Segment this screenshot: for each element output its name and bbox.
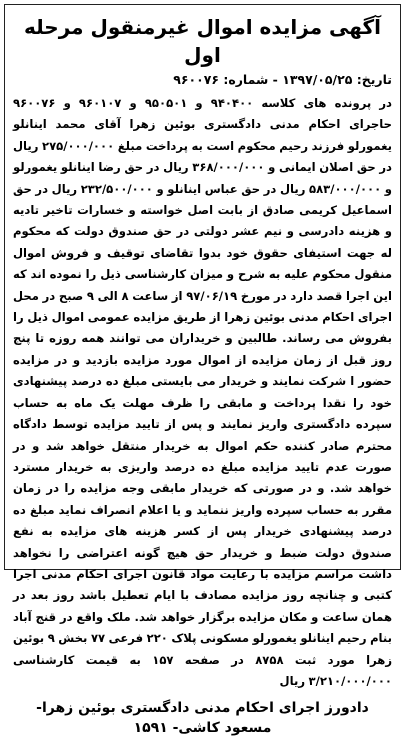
auction-notice [4, 4, 401, 737]
notice-date-number: تاریخ: ۱۳۹۷/۰۵/۲۵ - شماره: ۹۶۰۰۷۶ [173, 72, 392, 87]
notice-title: آگهی مزایده اموال غیرمنقول مرحله اول [24, 15, 381, 67]
notice-body: در پرونده های کلاسه ۹۴۰۴۰۰ و ۹۵۰۵۰۱ و ۹۶۰۱۰۷ و ۹۶۰۰۷۶ حاجرای احکام مدنی دادگستری بوئین زهرا آقای محمد اینانلو یغمورلو فرزند رحیم محکوم است به پرداخت مبلغ ۲۷۵/۰۰۰/۰۰۰ ریال در حق اصلان ایمانی و ۳۶۸/۰۰۰/۰۰۰ ریال در حق رضا اینانلو یغمورلو و ۵۸۳/۰۰۰/۰۰۰ ریال در حق عباس اینانلو و ۲۳۲/۵۰۰/۰۰۰ ریال در حق اسماعیل کریمی صادق از بابت اصل خواسته و خسارات تاخیر تادیه و هزینه دادرسی و نیم عشر دولتی در حق صندوق دولت که محکوم له جهت استیفای حقوق خود بدوا تقاضای توقیف و فروش اموال منقول محکوم علیه به شرح و میزان کارشناسی ذیل را نموده اند که این اجرا قصد دارد در مورخ ۹۷/۰۶/۱۹ از ساعت ۸ الی ۹ صبح در محل اجرای احکام مدنی بوئین زهرا از طریق مزایده عمومی اموال ذیل را بفروش می رساند. طالبین و خریداران می توانند همه روزه تا پنج روز قبل از زمان مزایده از اموال مورد مزایده بازدید و در مزایده حضور ا شرکت نمایند و خریدار می بایستی مبلغ ده درصد پیشنهادی خود را نقدا پرداخت و مابقی را ظرف مهلت یک ماه به حساب سپرده دادگستری واریز نمایند و پس از تایید مزایده توسط دادگاه محترم صادر کننده حکم اموال به خریدار منتقل خواهد شد و در صورت عدم تایید مزایده مبلغ ده درصد واریزی به خریدار مسترد خواهد شد. و در صورتی که خریدار مابقی وجه مزایده را در زمان مقرر به حساب سپرده واریز ننماید و یا اعلام انصراف نماید مبلغ ده درصد پیشنهادی خریدار پس از کسر هزینه های مزایده به نفع صندوق دولت ضبط و خریدار حق هیچ گونه اعتراضی را نخواهد داشت مراسم مزایده با رعایت مواد قانون اجرای احکام مدنی اجرا کتبی و چنانچه روز مزایده مصادف با ایام تعطیل باشد روز بعد در همان ساعت و مکان مزایده برگزار خواهد شد. ملک واقع در قنج آباد بنام رحیم اینانلو یغمورلو مسکونی پلاک ۲۲۰ فرعی ۷۷ بخش ۹ بوئین زهرا مورد ثبت ۸۷۵۸ در صفحه ۱۵۷ به قیمت کارشناسی ۳/۲۱۰/۰۰۰/۰۰۰ ریال [13, 96, 393, 688]
notice-signature: دادورز اجرای احکام مدنی دادگستری بوئین زهرا- مسعود کاشی- ۱۵۹۱ [36, 700, 369, 737]
